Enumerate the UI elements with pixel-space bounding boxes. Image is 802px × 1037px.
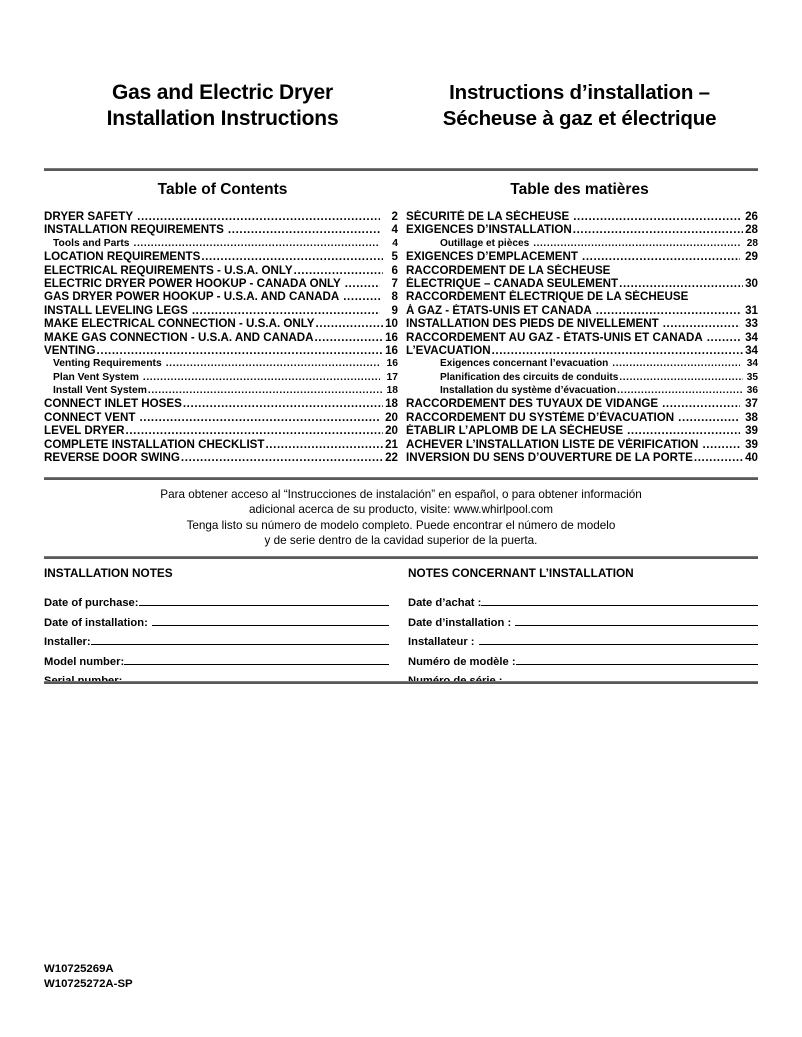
toc-entry-page: 7 xyxy=(391,276,398,290)
toc-entry[interactable] xyxy=(44,250,398,263)
toc-entry[interactable] xyxy=(406,451,758,464)
toc-leader-dots xyxy=(663,317,740,330)
toc-entry[interactable] xyxy=(44,397,398,410)
toc-entry-label: RACCORDEMENT DES TUYAUX DE VIDANGE xyxy=(406,397,659,411)
toc-entry-label: LOCATION REQUIREMENTS xyxy=(44,250,201,264)
toc-entry[interactable] xyxy=(406,290,758,303)
toc-entry[interactable] xyxy=(44,237,398,250)
toc-leader-dots xyxy=(343,290,380,303)
toc-entry[interactable] xyxy=(406,357,758,370)
field-label: Model number: xyxy=(44,655,125,668)
toc-entry-label: INSTALLATION REQUIREMENTS xyxy=(44,223,224,237)
toc-entry[interactable] xyxy=(406,371,758,384)
toc-entry-page: 5 xyxy=(391,250,398,264)
field-label: Date of purchase: xyxy=(44,597,139,609)
toc-entry[interactable] xyxy=(44,210,398,223)
toc-entry[interactable] xyxy=(44,384,398,397)
installation-note-field[interactable] xyxy=(44,594,389,614)
toc-leader-dots xyxy=(294,264,383,277)
toc-heading-english: Table of Contents xyxy=(157,181,288,198)
toc-entry-page: 34 xyxy=(745,343,758,357)
toc-entry-page: 20 xyxy=(385,410,398,424)
toc-entry[interactable] xyxy=(44,223,398,236)
toc-entry-page: 20 xyxy=(385,424,398,438)
toc-leader-dots xyxy=(573,210,740,223)
title-english-line1: Gas and Electric Dryer xyxy=(112,81,333,104)
field-write-in-line[interactable] xyxy=(139,594,390,606)
toc-entry-page: 8 xyxy=(391,290,398,304)
toc-entry-page: 10 xyxy=(385,317,398,331)
toc-leader-dots xyxy=(192,304,380,317)
toc-entry[interactable] xyxy=(44,344,398,357)
toc-entry[interactable] xyxy=(44,290,398,303)
toc-entry-label: DRYER SAFETY xyxy=(44,210,134,223)
toc-entry-label: MAKE ELECTRICAL CONNECTION - U.S.A. ONLY xyxy=(44,317,315,331)
installation-note-field[interactable] xyxy=(44,614,389,634)
toc-entry-page: 36 xyxy=(746,385,758,397)
toc-entry-label: Plan Vent System xyxy=(53,371,139,383)
installation-note-field[interactable] xyxy=(44,633,389,653)
installation-notes-english xyxy=(44,566,389,692)
toc-entry[interactable] xyxy=(406,438,758,451)
toc-leader-dots xyxy=(678,411,740,424)
toc-entry-page: 22 xyxy=(385,451,398,465)
document-titles xyxy=(44,80,758,132)
toc-entry-page: 16 xyxy=(386,358,398,370)
field-write-in-line[interactable] xyxy=(91,633,389,645)
toc-entry[interactable] xyxy=(406,331,758,344)
toc-entry-page: 33 xyxy=(745,317,758,331)
field-write-in-line[interactable] xyxy=(515,614,758,626)
toc-leader-dots xyxy=(707,331,740,344)
toc-leader-dots xyxy=(492,344,743,357)
toc-entry-page: 35 xyxy=(746,371,758,383)
toc-entry-page: 26 xyxy=(745,210,758,223)
toc-entry[interactable] xyxy=(406,384,758,397)
toc-entry[interactable] xyxy=(406,411,758,424)
toc-entry-label: CONNECT INLET HOSES xyxy=(44,397,182,411)
toc-entry-label: RACCORDEMENT DE LA SÉCHEUSE xyxy=(406,263,611,277)
field-label: Date d’achat : xyxy=(408,597,482,609)
toc-entry-page: 37 xyxy=(745,397,758,411)
toc-entry-label: COMPLETE INSTALLATION CHECKLIST xyxy=(44,437,265,451)
installation-note-field[interactable] xyxy=(408,653,758,673)
toc-entry[interactable] xyxy=(44,317,398,330)
toc-entry[interactable] xyxy=(406,223,758,236)
title-french-line1: Instructions d’installation – xyxy=(449,81,710,104)
toc-leader-dots xyxy=(137,210,380,223)
toc-entry-label: CONNECT VENT xyxy=(44,410,136,424)
field-write-in-line[interactable] xyxy=(124,653,389,665)
toc-leader-dots xyxy=(181,451,383,464)
toc-headings xyxy=(44,181,758,199)
title-french-line2: Sécheuse à gaz et électrique xyxy=(442,107,717,130)
toc-entry[interactable] xyxy=(44,438,398,451)
toc-entry-page: 6 xyxy=(391,263,398,277)
toc-leader-dots xyxy=(316,317,383,330)
toc-entry-label: RACCORDEMENT DU SYSTÈME D’ÉVACUATION xyxy=(406,410,675,424)
installation-note-field[interactable] xyxy=(408,594,758,614)
toc-entry-label: GAS DRYER POWER HOOKUP - U.S.A. AND CANADA xyxy=(44,290,340,304)
divider-notes xyxy=(44,556,758,559)
toc-leader-dots xyxy=(139,411,380,424)
toc-entry-label: RACCORDEMENT AU GAZ - ÉTATS-UNIS ET CANADA xyxy=(406,330,703,344)
spanish-note-line-2: adicional acerca de su producto, visite: www.whirlpool.com xyxy=(248,503,554,517)
toc-heading-french: Table des matières xyxy=(510,181,649,198)
toc-entry-label: EXIGENCES D’EMPLACEMENT xyxy=(406,250,578,264)
toc-column-english xyxy=(44,210,398,464)
toc-entry-page: 31 xyxy=(745,303,758,317)
installation-notes-french xyxy=(408,566,758,692)
spanish-note-line-1: Para obtener acceso al “Instrucciones de instalación” en español, o para obtener información xyxy=(160,488,642,501)
toc-leader-dots xyxy=(619,277,743,290)
installation-notes-section xyxy=(44,566,758,692)
toc-entry-label: ACHEVER L’INSTALLATION LISTE DE VÉRIFICATION xyxy=(406,437,699,451)
toc-entry-page: 40 xyxy=(745,451,758,465)
installation-notes-fields-english xyxy=(44,594,389,692)
toc-leader-dots xyxy=(148,384,383,397)
toc-entry-label: Tools and Parts xyxy=(53,237,130,249)
toc-leader-dots xyxy=(702,438,740,451)
divider-mid xyxy=(44,477,758,480)
toc-entry-page: 30 xyxy=(745,276,758,290)
toc-entry[interactable] xyxy=(406,397,758,410)
toc-entry-page: 28 xyxy=(746,237,758,249)
toc-entry-label: ÉLECTRIQUE – CANADA SEULEMENT xyxy=(406,276,619,290)
toc-entry-page: 17 xyxy=(386,371,398,383)
toc-entry[interactable] xyxy=(406,277,758,290)
toc-entry-label: VENTING xyxy=(44,343,96,357)
toc-entry-page: 38 xyxy=(745,410,758,424)
table-of-contents xyxy=(44,210,758,464)
spanish-note-line-4: y de serie dentro de la cavidad superior de la puerta. xyxy=(264,534,538,548)
field-label: Date of installation: xyxy=(44,616,148,629)
toc-entry-label: Planification des circuits de conduits xyxy=(440,371,619,383)
toc-entry[interactable] xyxy=(406,344,758,357)
toc-leader-dots xyxy=(582,250,740,263)
toc-leader-dots xyxy=(201,250,383,263)
toc-entry[interactable] xyxy=(44,304,398,317)
toc-entry-page: 9 xyxy=(391,303,398,317)
toc-entry-page: 39 xyxy=(745,437,758,451)
toc-entry-label: INSTALLATION DES PIEDS DE NIVELLEMENT xyxy=(406,317,659,331)
toc-entry-label: ELECTRICAL REQUIREMENTS - U.S.A. ONLY xyxy=(44,263,293,277)
toc-entry[interactable] xyxy=(406,317,758,330)
toc-entry[interactable] xyxy=(44,424,398,437)
toc-entry[interactable] xyxy=(406,237,758,250)
toc-entry-label: À GAZ - ÉTATS-UNIS ET CANADA xyxy=(406,303,592,317)
toc-entry[interactable] xyxy=(406,304,758,317)
part-number-english: W10725269A xyxy=(44,963,114,975)
toc-entry-label: ELECTRIC DRYER POWER HOOKUP - CANADA ONLY xyxy=(44,276,341,290)
installation-note-field[interactable] xyxy=(408,614,758,634)
toc-entry-label: MAKE GAS CONNECTION - U.S.A. AND CANADA xyxy=(44,330,314,344)
toc-entry[interactable] xyxy=(44,451,398,464)
field-label: Numéro de modèle : xyxy=(408,655,516,668)
title-french xyxy=(401,80,758,132)
toc-entry-page: 4 xyxy=(392,237,398,249)
field-label: Installer: xyxy=(44,636,91,648)
toc-entry-label: L’EVACUATION xyxy=(406,343,491,357)
toc-leader-dots xyxy=(619,371,743,384)
footer-part-numbers xyxy=(44,962,133,991)
toc-leader-dots xyxy=(573,223,743,236)
field-write-in-line[interactable] xyxy=(152,614,389,626)
toc-leader-dots xyxy=(617,384,743,397)
toc-entry-page: 21 xyxy=(385,437,398,451)
field-label: Date d’installation : xyxy=(408,616,512,629)
field-label: Installateur : xyxy=(408,636,475,648)
spanish-access-note xyxy=(44,487,758,549)
toc-entry-page: 16 xyxy=(385,343,398,357)
title-english-line2: Installation Instructions xyxy=(106,107,339,130)
toc-entry-label: LEVEL DRYER xyxy=(44,424,125,438)
toc-entry-label: RACCORDEMENT ÉLECTRIQUE DE LA SÉCHEUSE xyxy=(406,290,689,304)
toc-entry[interactable] xyxy=(406,210,758,223)
toc-entry-label: EXIGENCES D’INSTALLATION xyxy=(406,223,572,237)
toc-entry-label: INSTALL LEVELING LEGS xyxy=(44,303,188,317)
toc-entry-label: SÉCURITÉ DE LA SÉCHEUSE xyxy=(406,210,570,223)
toc-leader-dots xyxy=(166,357,380,370)
toc-entry[interactable] xyxy=(44,371,398,384)
toc-entry[interactable] xyxy=(44,264,398,277)
toc-entry-page: 28 xyxy=(745,223,758,237)
toc-leader-dots xyxy=(133,237,380,250)
toc-entry-page: 34 xyxy=(745,330,758,344)
title-english xyxy=(44,80,401,132)
toc-entry-label: ÉTABLIR L’APLOMB DE LA SÉCHEUSE xyxy=(406,424,624,438)
toc-entry-label: Venting Requirements xyxy=(53,358,162,370)
installation-note-field[interactable] xyxy=(408,633,758,653)
toc-leader-dots xyxy=(314,331,383,344)
toc-entry-page: 18 xyxy=(386,385,398,397)
toc-column-french xyxy=(406,210,758,464)
toc-leader-dots xyxy=(265,438,383,451)
toc-leader-dots xyxy=(694,451,743,464)
divider-bottom xyxy=(44,681,758,684)
field-write-in-line[interactable] xyxy=(516,653,758,665)
field-write-in-line[interactable] xyxy=(479,633,758,645)
toc-entry-label: Exigences concernant l’evacuation xyxy=(440,358,609,370)
divider-top xyxy=(44,168,758,171)
toc-entry-label: Installation du système d’évacuation xyxy=(440,385,617,397)
installation-notes-heading-french: NOTES CONCERNANT L’INSTALLATION xyxy=(408,566,634,580)
toc-entry-label: REVERSE DOOR SWING xyxy=(44,451,180,465)
toc-leader-dots xyxy=(183,397,383,410)
installation-note-field[interactable] xyxy=(44,653,389,673)
toc-entry[interactable] xyxy=(44,357,398,370)
field-write-in-line[interactable] xyxy=(481,594,758,606)
toc-entry-page: 2 xyxy=(391,210,398,223)
toc-leader-dots xyxy=(228,223,380,236)
toc-entry-page: 29 xyxy=(745,250,758,264)
toc-leader-dots xyxy=(345,277,380,290)
toc-entry-page: 39 xyxy=(745,424,758,438)
part-number-spanish: W10725272A-SP xyxy=(44,977,133,990)
toc-entry-label: Install Vent System xyxy=(53,385,147,397)
toc-entry[interactable] xyxy=(406,424,758,437)
toc-leader-dots xyxy=(126,424,383,437)
toc-entry[interactable] xyxy=(406,250,758,263)
toc-entry-page: 34 xyxy=(746,358,758,370)
toc-entry[interactable] xyxy=(44,411,398,424)
toc-leader-dots xyxy=(662,397,740,410)
toc-leader-dots xyxy=(533,237,740,250)
toc-entry-page: 18 xyxy=(385,397,398,411)
toc-entry-label: INVERSION DU SENS D’OUVERTURE DE LA PORTE xyxy=(406,451,693,465)
toc-entry-page: 16 xyxy=(385,330,398,344)
toc-entry[interactable] xyxy=(44,277,398,290)
toc-entry-label: Outillage et pièces xyxy=(440,237,530,249)
toc-entry[interactable] xyxy=(44,331,398,344)
toc-entry[interactable] xyxy=(406,264,758,277)
toc-leader-dots xyxy=(97,344,383,357)
toc-leader-dots xyxy=(143,371,380,384)
installation-notes-fields-french xyxy=(408,594,758,692)
toc-leader-dots xyxy=(596,304,740,317)
toc-entry-page: 4 xyxy=(391,223,398,237)
spanish-note-line-3: Tenga listo su número de modelo completo. Puede encontrar el número de modelo xyxy=(186,518,616,532)
toc-leader-dots xyxy=(627,424,740,437)
installation-notes-heading-english: INSTALLATION NOTES xyxy=(44,566,173,580)
toc-leader-dots xyxy=(612,357,740,370)
